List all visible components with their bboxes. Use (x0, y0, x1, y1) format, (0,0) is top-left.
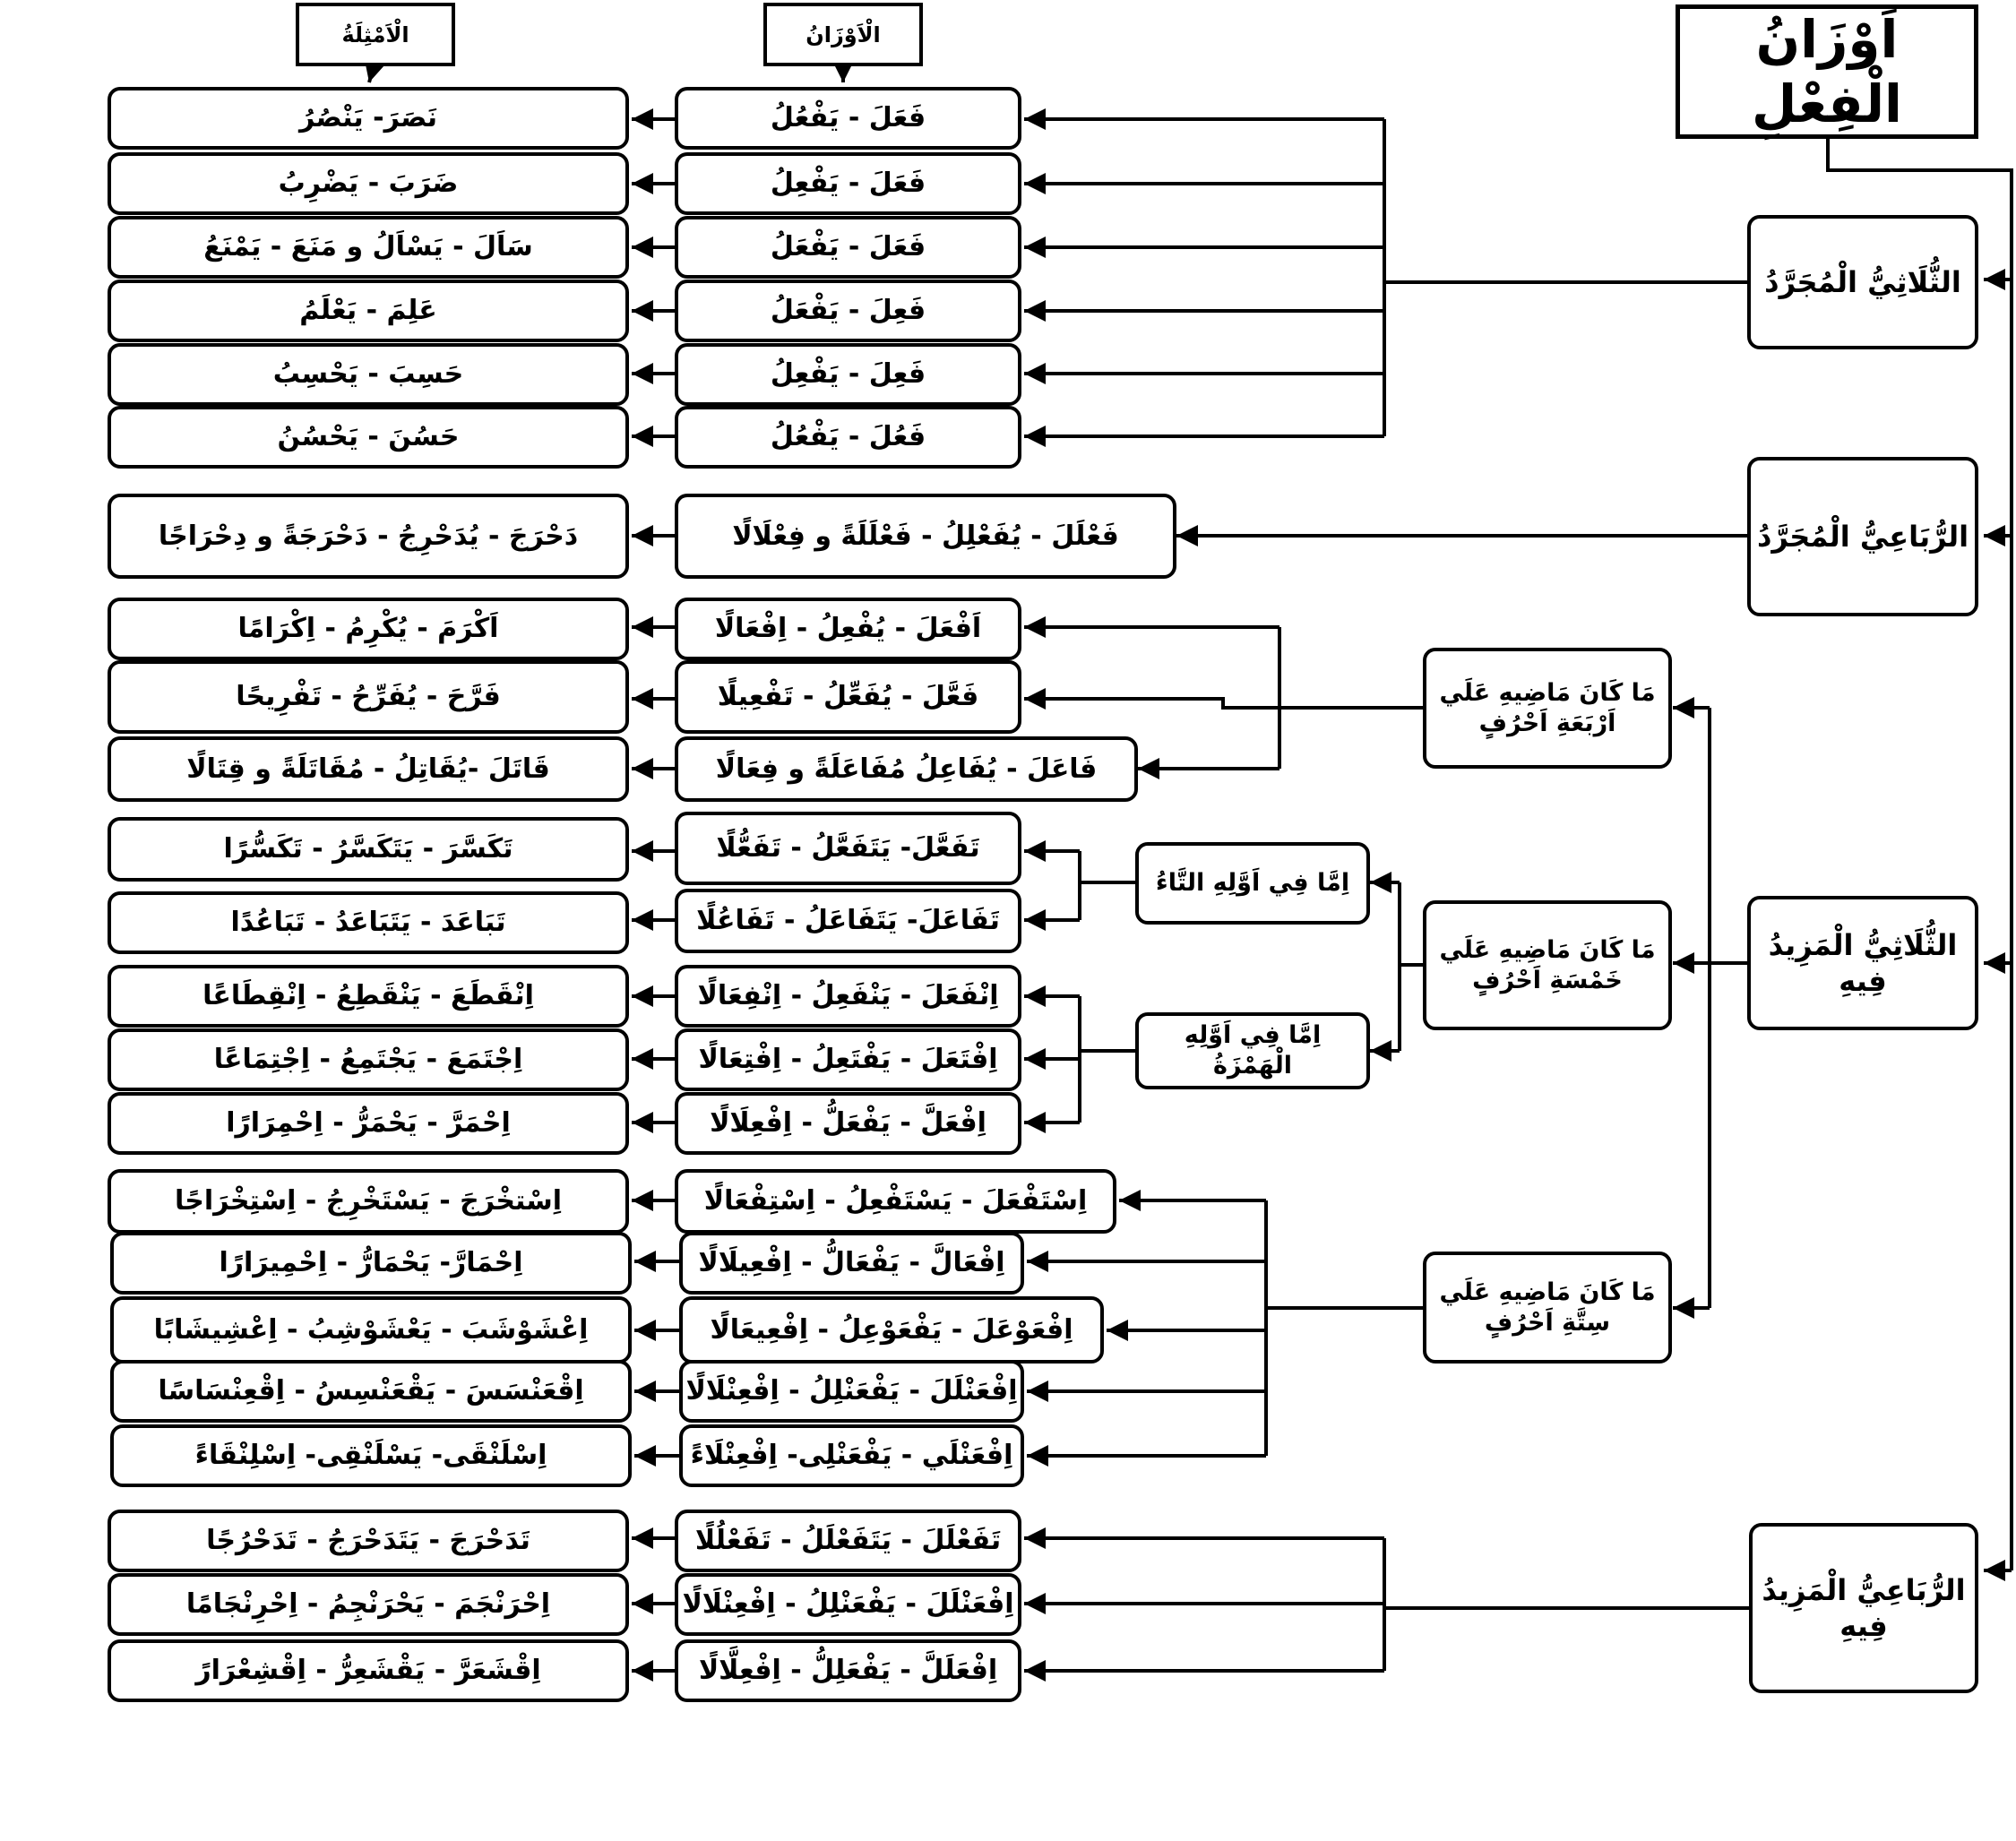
pattern-cell: تَفَاعَلَ- يَتَفَاعَلُ - تَفَاعُلًا (675, 889, 1021, 953)
example-cell: اِحْرَنْجَمَ - يَحْرَنْجِمُ - اِحْرِنْجَامًا (108, 1573, 629, 1636)
pattern-cell: تَفَعَّلَ- يَتَفَعَّلُ - تَفَعُّلًا (675, 812, 1021, 885)
examples-header: الْاَمْثِلَةُ (296, 3, 455, 66)
example-cell: اِسْتخْرَجَ - يَسْتَخْرِجُ - اِسْتِخْرَاجًا (108, 1169, 629, 1234)
category-rubai-mujarrad: الرُّبَاعِيُّ الْمُجَرَّدُ (1747, 457, 1978, 616)
category-rubai-mazid: الرُّبَاعِيُّ الْمَزِيدُ فِيهِ (1749, 1523, 1978, 1693)
pattern-cell: فَعَلَ - يَفْعِلُ (675, 152, 1021, 215)
pattern-cell: اَفْعَلَ - يُفْعِلُ - اِفْعَالًا (675, 598, 1021, 660)
subcategory-starts-hamza: اِمَّا فِي اَوَّلِهِ الْهَمْزَةُ (1135, 1012, 1370, 1089)
example-cell: تَبَاعَدَ - يَتَبَاعَدُ - تَبَاعُدًا (108, 891, 629, 954)
pattern-cell: فَعَلَ - يَفْعُلُ (675, 87, 1021, 150)
pattern-cell: فَعَلَ - يَفْعَلُ (675, 216, 1021, 279)
category-thulathi-mazid: الثُّلَاثِيُّ الْمَزِيدُ فِيهِ (1747, 896, 1978, 1030)
example-cell: نَصَرَ- يَنْصُرُ (108, 87, 629, 150)
pattern-cell: فَاعَلَ - يُفَاعِلُ مُفَاعَلَةً و فِعَالًا (675, 736, 1138, 802)
pattern-cell: اِفْتَعَلَ - يَفْتَعِلُ - اِفْتِعَالًا (675, 1028, 1021, 1091)
example-cell: اَكْرَمَ - يُكْرِمُ - اِكْرَامًا (108, 598, 629, 660)
diagram-title: اَوْزَانُ الْفِعْلِ (1676, 4, 1978, 139)
subcategory-four-letters: مَا كَانَ مَاضِيهِ عَلَي اَرْبَعَةِ اَحْرُفٍ (1423, 648, 1672, 769)
pattern-cell: اِفْعَوْعَلَ - يَفْعَوْعِلُ - اِفْعِيعَالًا (679, 1296, 1104, 1364)
pattern-cell: اِسْتَفْعَلَ - يَسْتَفْعِلُ - اِسْتِفْعَالًا (675, 1169, 1116, 1234)
example-cell: قَاتَلَ -يُقَاتِلُ - مُقَاتَلَةً و قِتَالًا (108, 736, 629, 802)
pattern-cell: اِفْعَنْلَلَ - يَفْعَنْلِلُ - اِفْعِنْلَالًا (679, 1360, 1024, 1423)
patterns-header: الْاَوْزَانُ (763, 3, 923, 66)
example-cell: دَحْرَجَ - يُدَحْرِجُ - دَحْرَجَةً و دِحْرَاجًا (108, 494, 629, 579)
example-cell: حَسِبَ - يَحْسِبُ (108, 343, 629, 406)
pattern-cell: اِفْعَالَّ - يَفْعَالُّ - اِفْعِيلَالًا (679, 1232, 1024, 1295)
category-thulathi-mujarrad: الثُّلَاثِيُّ الْمُجَرَّدُ (1747, 215, 1978, 349)
example-cell: اِحْمَارَّ- يَحْمَارُّ - اِحْمِيرَارًا (110, 1232, 632, 1295)
pattern-cell: فَعِلَ - يَفْعَلُ (675, 280, 1021, 342)
example-cell: اِحْمَرَّ - يَحْمَرُّ - اِحْمِرَارًا (108, 1092, 629, 1155)
pattern-cell: فَعِلَ - يَفْعِلُ (675, 343, 1021, 406)
subcategory-five-letters: مَا كَانَ مَاضِيهِ عَلَي خَمْسَةِ اَحْرُفٍ (1423, 900, 1672, 1030)
example-cell: ضَرَبَ - يَضْرِبُ (108, 152, 629, 215)
example-cell: اِنْقَطَعَ - يَنْقَطِعُ - اِنْقِطَاعًا (108, 965, 629, 1028)
example-cell: تَكَسَّرَ - يَتَكَسَّرُ - تَكَسُّرًا (108, 817, 629, 882)
example-cell: حَسُنَ - يَحْسُنُ (108, 406, 629, 469)
example-cell: اِقْعَنْسَسَ - يَقْعَنْسِسُ - اِقْعِنْسَاسًا (110, 1360, 632, 1423)
pattern-cell: اِفْعَنْلَي - يَفْعَنْلِى- اِفْعِنْلَاءً (679, 1424, 1024, 1487)
pattern-cell: اِفْعَلَلَّ - يَفْعَلِلُّ - اِفْعِلَّالًا (675, 1639, 1021, 1702)
subcategory-six-letters: مَا كَانَ مَاضِيهِ عَلَي سِتَّةِ اَحْرُفٍ (1423, 1252, 1672, 1364)
subcategory-starts-taa: اِمَّا فِي اَوَّلِهِ التَّاءُ (1135, 842, 1370, 925)
pattern-cell: فَعَّلَ - يُفَعِّلُ - تَفْعِيلًا (675, 660, 1021, 734)
example-cell: اِجْتَمَعَ - يَجْتَمِعُ - اِجْتِمَاعًا (108, 1028, 629, 1091)
example-cell: عَلِمَ - يَعْلَمُ (108, 280, 629, 342)
pattern-cell: فَعْلَلَ - يُفَعْلِلُ - فَعْلَلَةً و فِعْلَالًا (675, 494, 1176, 579)
example-cell: اِعْشَوْشَبَ - يَعْشَوْشِبُ - اِعْشِيشَابًا (110, 1296, 632, 1364)
pattern-cell: تَفَعْلَلَ - يَتَفَعْلَلُ - تَفَعْلُلًا (675, 1510, 1021, 1572)
example-cell: اِسْلَنْقَى- يَسْلَنْقِى- اِسْلِنْقَاءً (110, 1424, 632, 1487)
pattern-cell: اِفْعَلَّ - يَفْعَلُّ - اِفْعِلَالًا (675, 1092, 1021, 1155)
example-cell: اِقْشَعَرَّ - يَقْشَعِرُّ - اِقْشِعْرَارً (108, 1639, 629, 1702)
example-cell: سَاَلَ - يَسْاَلُ و مَنَعَ - يَمْنَعُ (108, 216, 629, 279)
example-cell: فَرَّحَ - يُفَرِّحُ - تَفْرِيحًا (108, 660, 629, 734)
pattern-cell: اِفْعَنْلَلَ - يَفْعَنْلِلُ - اِفْعِنْلَالًا (675, 1573, 1021, 1636)
example-cell: تَدَحْرَجَ - يَتَدَحْرَجُ - تَدَحْرُجًا (108, 1510, 629, 1572)
pattern-cell: فَعُلَ - يَفْعُلُ (675, 406, 1021, 469)
pattern-cell: اِنْفَعَلَ - يَنْفَعِلُ - اِنْفِعَالًا (675, 965, 1021, 1028)
